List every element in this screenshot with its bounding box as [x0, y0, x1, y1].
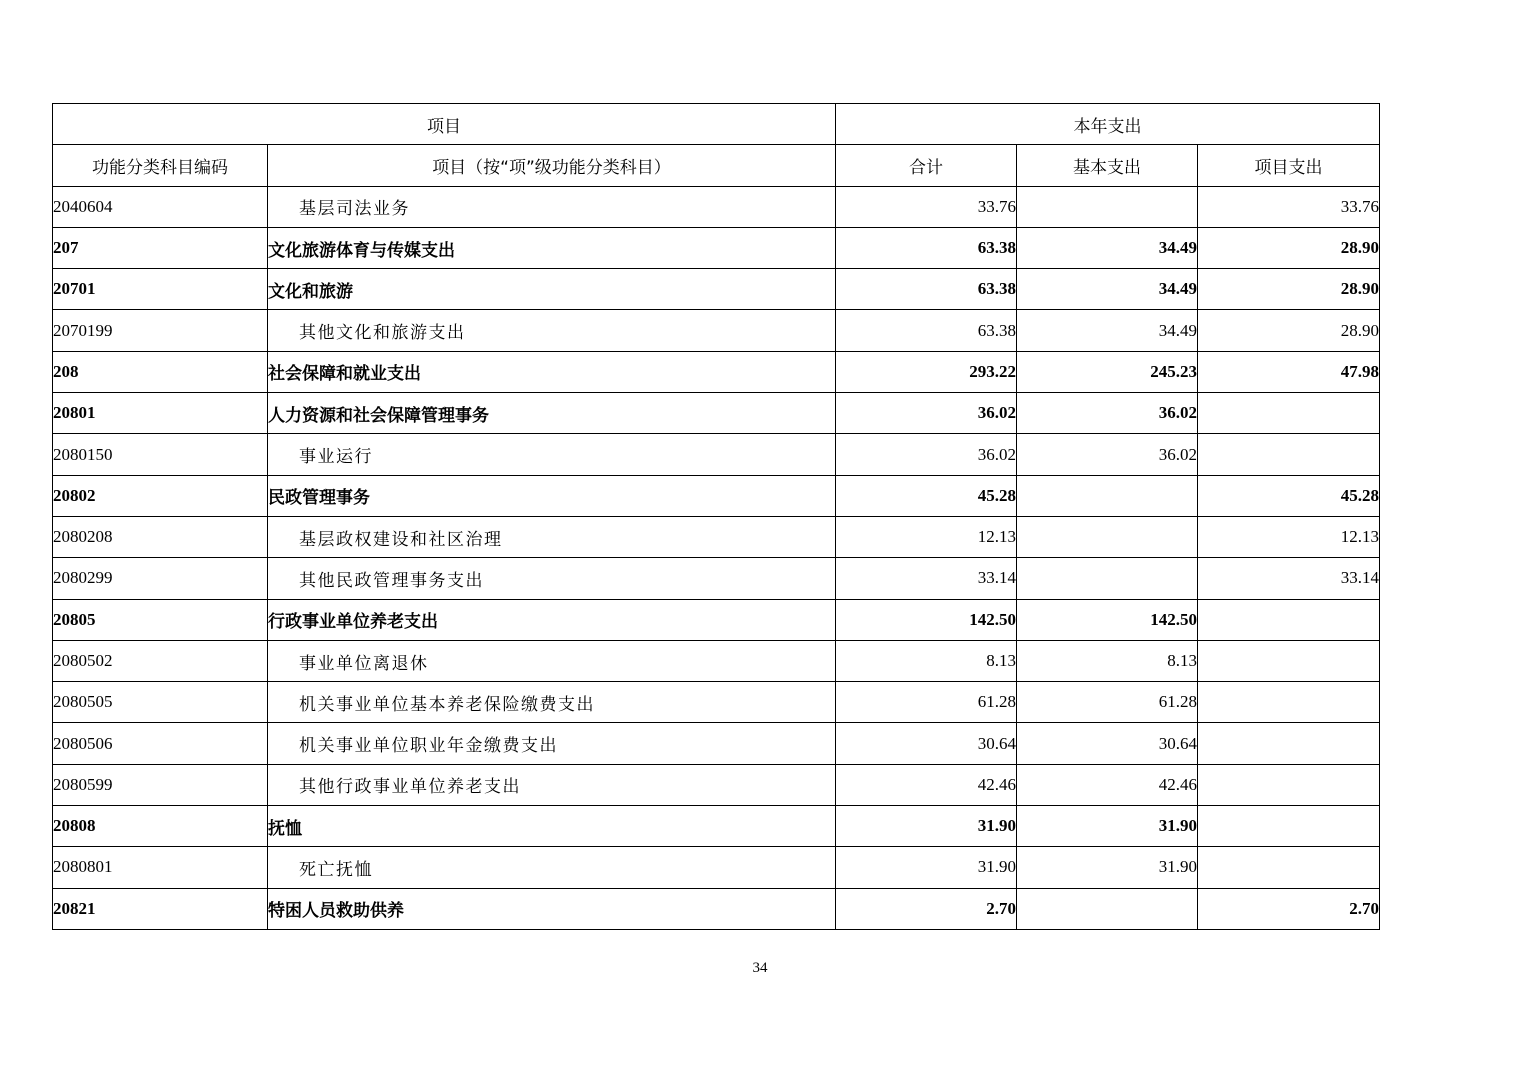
cell-basic: 34.49 — [1017, 310, 1198, 351]
cell-project: 47.98 — [1198, 351, 1380, 392]
cell-name: 其他民政管理事务支出 — [268, 558, 836, 599]
cell-name: 机关事业单位基本养老保险缴费支出 — [268, 682, 836, 723]
cell-basic — [1017, 558, 1198, 599]
cell-code: 2080801 — [53, 847, 268, 888]
cell-name: 特困人员救助供养 — [268, 888, 836, 929]
cell-name: 基层政权建设和社区治理 — [268, 516, 836, 557]
table-row — [53, 269, 1380, 310]
cell-basic: 42.46 — [1017, 764, 1198, 805]
table-row — [53, 310, 1380, 351]
cell-basic: 245.23 — [1017, 351, 1198, 392]
cell-name: 民政管理事务 — [268, 475, 836, 516]
cell-project: 45.28 — [1198, 475, 1380, 516]
cell-code: 20821 — [53, 888, 268, 929]
cell-basic: 30.64 — [1017, 723, 1198, 764]
cell-project — [1198, 393, 1380, 434]
cell-name: 事业运行 — [268, 434, 836, 475]
cell-basic — [1017, 516, 1198, 557]
expenditure-table — [52, 103, 1380, 930]
table-row — [53, 640, 1380, 681]
cell-project: 28.90 — [1198, 269, 1380, 310]
header-expense-group: 本年支出 — [836, 104, 1380, 145]
table-group-header-row — [53, 104, 1380, 145]
cell-total: 293.22 — [836, 351, 1017, 392]
cell-code: 20701 — [53, 269, 268, 310]
cell-name: 文化和旅游 — [268, 269, 836, 310]
cell-total: 30.64 — [836, 723, 1017, 764]
header-project: 项目支出 — [1198, 145, 1380, 186]
cell-basic: 61.28 — [1017, 682, 1198, 723]
header-code: 功能分类科目编码 — [53, 145, 268, 186]
cell-code: 2040604 — [53, 186, 268, 227]
table-row — [53, 351, 1380, 392]
cell-basic — [1017, 888, 1198, 929]
header-item-group: 项目 — [53, 104, 836, 145]
cell-project — [1198, 847, 1380, 888]
cell-project: 33.14 — [1198, 558, 1380, 599]
cell-name: 其他行政事业单位养老支出 — [268, 764, 836, 805]
cell-project — [1198, 599, 1380, 640]
cell-project — [1198, 806, 1380, 847]
page-number: 34 — [752, 960, 768, 976]
cell-project: 28.90 — [1198, 227, 1380, 268]
cell-project — [1198, 640, 1380, 681]
cell-code: 20801 — [53, 393, 268, 434]
cell-code: 2080502 — [53, 640, 268, 681]
cell-total: 42.46 — [836, 764, 1017, 805]
table-row — [53, 806, 1380, 847]
cell-code: 20802 — [53, 475, 268, 516]
cell-total: 142.50 — [836, 599, 1017, 640]
cell-basic: 36.02 — [1017, 393, 1198, 434]
cell-total: 63.38 — [836, 269, 1017, 310]
cell-name: 人力资源和社会保障管理事务 — [268, 393, 836, 434]
cell-code: 20805 — [53, 599, 268, 640]
cell-project: 2.70 — [1198, 888, 1380, 929]
cell-code: 2070199 — [53, 310, 268, 351]
table-row — [53, 888, 1380, 929]
table-row — [53, 599, 1380, 640]
cell-name: 基层司法业务 — [268, 186, 836, 227]
table-row — [53, 475, 1380, 516]
cell-basic: 34.49 — [1017, 269, 1198, 310]
cell-code: 2080505 — [53, 682, 268, 723]
table-row — [53, 723, 1380, 764]
cell-code: 2080506 — [53, 723, 268, 764]
cell-name: 行政事业单位养老支出 — [268, 599, 836, 640]
cell-basic — [1017, 475, 1198, 516]
cell-total: 33.14 — [836, 558, 1017, 599]
cell-code: 20808 — [53, 806, 268, 847]
cell-code: 207 — [53, 227, 268, 268]
cell-basic: 36.02 — [1017, 434, 1198, 475]
cell-basic: 31.90 — [1017, 847, 1198, 888]
cell-total: 63.38 — [836, 310, 1017, 351]
table-row — [53, 434, 1380, 475]
cell-total: 31.90 — [836, 847, 1017, 888]
cell-project — [1198, 682, 1380, 723]
cell-basic: 142.50 — [1017, 599, 1198, 640]
cell-total: 61.28 — [836, 682, 1017, 723]
header-total: 合计 — [836, 145, 1017, 186]
cell-name: 其他文化和旅游支出 — [268, 310, 836, 351]
table-column-header-row — [53, 145, 1380, 186]
cell-code: 2080299 — [53, 558, 268, 599]
table-row — [53, 847, 1380, 888]
cell-basic: 31.90 — [1017, 806, 1198, 847]
table-row — [53, 227, 1380, 268]
cell-code: 2080599 — [53, 764, 268, 805]
cell-name: 死亡抚恤 — [268, 847, 836, 888]
cell-name: 文化旅游体育与传媒支出 — [268, 227, 836, 268]
cell-basic: 8.13 — [1017, 640, 1198, 681]
cell-project: 12.13 — [1198, 516, 1380, 557]
cell-code: 208 — [53, 351, 268, 392]
cell-total: 8.13 — [836, 640, 1017, 681]
cell-project: 28.90 — [1198, 310, 1380, 351]
cell-project: 33.76 — [1198, 186, 1380, 227]
table-row — [53, 558, 1380, 599]
cell-basic: 34.49 — [1017, 227, 1198, 268]
cell-total: 45.28 — [836, 475, 1017, 516]
header-basic: 基本支出 — [1017, 145, 1198, 186]
table-row — [53, 764, 1380, 805]
cell-name: 机关事业单位职业年金缴费支出 — [268, 723, 836, 764]
cell-total: 63.38 — [836, 227, 1017, 268]
cell-basic — [1017, 186, 1198, 227]
table-row — [53, 516, 1380, 557]
cell-name: 社会保障和就业支出 — [268, 351, 836, 392]
header-name: 项目（按“项”级功能分类科目） — [268, 145, 836, 186]
cell-total: 31.90 — [836, 806, 1017, 847]
cell-total: 33.76 — [836, 186, 1017, 227]
table-row — [53, 682, 1380, 723]
cell-project — [1198, 764, 1380, 805]
table-body — [53, 186, 1380, 929]
table-row — [53, 393, 1380, 434]
cell-code: 2080150 — [53, 434, 268, 475]
cell-code: 2080208 — [53, 516, 268, 557]
cell-project — [1198, 434, 1380, 475]
cell-project — [1198, 723, 1380, 764]
cell-total: 36.02 — [836, 434, 1017, 475]
table-row — [53, 186, 1380, 227]
cell-total: 2.70 — [836, 888, 1017, 929]
cell-name: 事业单位离退休 — [268, 640, 836, 681]
cell-total: 36.02 — [836, 393, 1017, 434]
cell-total: 12.13 — [836, 516, 1017, 557]
cell-name: 抚恤 — [268, 806, 836, 847]
